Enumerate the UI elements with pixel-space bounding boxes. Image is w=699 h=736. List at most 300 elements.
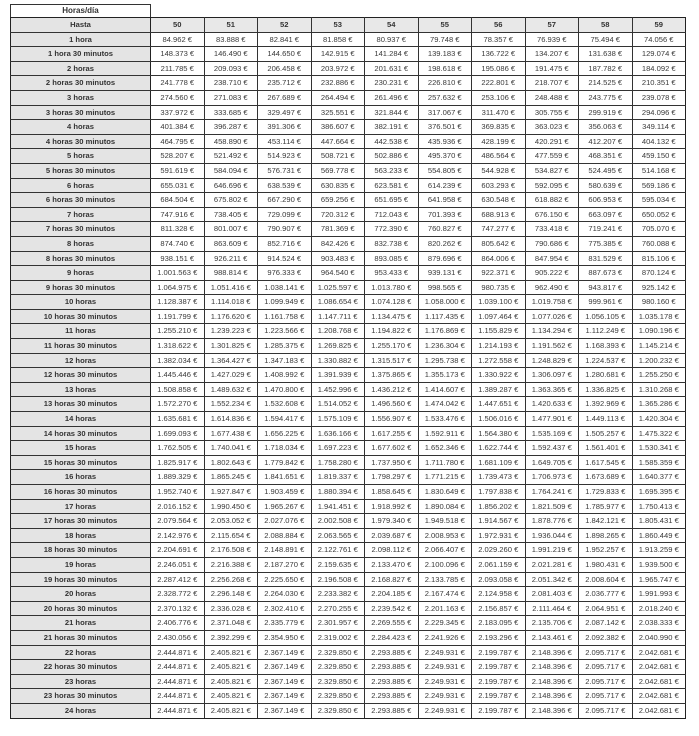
price-cell: 349.114 € [632, 120, 686, 135]
price-cell: 1.965.267 € [258, 499, 312, 514]
price-cell: 78.357 € [472, 32, 526, 47]
price-cell: 274.560 € [151, 90, 205, 105]
price-cell: 2.021.281 € [525, 557, 579, 572]
column-header: 58 [579, 18, 633, 33]
price-cell: 1.336.825 € [579, 382, 633, 397]
table-row [11, 280, 686, 295]
price-cell: 999.961 € [579, 295, 633, 310]
price-cell: 2.293.885 € [365, 645, 419, 660]
price-cell: 1.306.097 € [525, 368, 579, 383]
price-cell: 2.042.681 € [632, 689, 686, 704]
price-cell: 1.223.566 € [258, 324, 312, 339]
price-cell: 2.328.772 € [151, 587, 205, 602]
price-cell: 655.031 € [151, 178, 205, 193]
price-cell: 2.002.508 € [311, 514, 365, 529]
price-cell: 1.214.193 € [472, 339, 526, 354]
price-cell: 1.729.833 € [579, 485, 633, 500]
price-cell: 1.952.257 € [579, 543, 633, 558]
price-cell: 412.207 € [579, 134, 633, 149]
price-cell: 1.375.865 € [365, 368, 419, 383]
price-cell: 1.805.431 € [632, 514, 686, 529]
price-cell: 2.406.776 € [151, 616, 205, 631]
price-cell: 214.525 € [579, 76, 633, 91]
price-cell: 964.540 € [311, 266, 365, 281]
row-label: 13 horas [11, 382, 151, 397]
price-cell: 2.122.761 € [311, 543, 365, 558]
price-cell: 382.191 € [365, 120, 419, 135]
price-cell: 2.371.048 € [204, 616, 258, 631]
price-cell: 1.090.196 € [632, 324, 686, 339]
price-cell: 2.115.654 € [204, 528, 258, 543]
table-row [11, 178, 686, 193]
price-cell: 458.890 € [204, 134, 258, 149]
price-cell: 2.329.850 € [311, 660, 365, 675]
price-cell: 1.592.911 € [418, 426, 472, 441]
price-cell: 1.392.969 € [579, 397, 633, 412]
table-row [11, 32, 686, 47]
price-cell: 2.249.931 € [418, 645, 472, 660]
price-cell: 442.538 € [365, 134, 419, 149]
table-row [11, 470, 686, 485]
price-cell: 1.389.287 € [472, 382, 526, 397]
price-cell: 747.916 € [151, 207, 205, 222]
price-cell: 2.053.052 € [204, 514, 258, 529]
price-cell: 712.043 € [365, 207, 419, 222]
price-cell: 893.085 € [365, 251, 419, 266]
price-cell: 1.194.822 € [365, 324, 419, 339]
price-cell: 1.001.563 € [151, 266, 205, 281]
price-cell: 235.712 € [258, 76, 312, 91]
price-cell: 2.270.255 € [311, 601, 365, 616]
price-cell: 271.083 € [204, 90, 258, 105]
table-row [11, 426, 686, 441]
price-cell: 1.285.375 € [258, 339, 312, 354]
price-cell: 1.797.838 € [472, 485, 526, 500]
price-cell: 2.095.717 € [579, 703, 633, 718]
price-cell: 1.965.747 € [632, 572, 686, 587]
column-header: 52 [258, 18, 312, 33]
price-cell: 1.530.341 € [632, 441, 686, 456]
price-cell: 1.711.780 € [418, 455, 472, 470]
price-cell: 1.168.393 € [579, 339, 633, 354]
row-label: 19 horas 30 minutos [11, 572, 151, 587]
price-cell: 243.775 € [579, 90, 633, 105]
price-cell: 592.095 € [525, 178, 579, 193]
price-cell: 603.293 € [472, 178, 526, 193]
price-cell: 720.312 € [311, 207, 365, 222]
price-cell: 874.740 € [151, 236, 205, 251]
price-cell: 1.058.000 € [418, 295, 472, 310]
price-cell: 1.449.113 € [579, 412, 633, 427]
price-cell: 1.019.758 € [525, 295, 579, 310]
price-cell: 1.572.270 € [151, 397, 205, 412]
price-cell: 1.903.459 € [258, 485, 312, 500]
price-cell: 2.367.149 € [258, 689, 312, 704]
price-cell: 623.581 € [365, 178, 419, 193]
price-cell: 2.354.950 € [258, 630, 312, 645]
price-cell: 321.844 € [365, 105, 419, 120]
price-cell: 486.564 € [472, 149, 526, 164]
price-cell: 2.148.396 € [525, 703, 579, 718]
price-cell: 2.199.787 € [472, 645, 526, 660]
price-cell: 2.329.850 € [311, 645, 365, 660]
table-row [11, 295, 686, 310]
table-row [11, 660, 686, 675]
price-cell: 925.142 € [632, 280, 686, 295]
price-cell: 1.825.917 € [151, 455, 205, 470]
price-cell: 468.351 € [579, 149, 633, 164]
price-cell: 2.027.076 € [258, 514, 312, 529]
price-cell: 1.355.173 € [418, 368, 472, 383]
table-row [11, 105, 686, 120]
price-cell: 544.928 € [472, 163, 526, 178]
price-cell: 1.649.705 € [525, 455, 579, 470]
price-cell: 1.718.034 € [258, 441, 312, 456]
price-cell: 1.236.304 € [418, 339, 472, 354]
price-cell: 864.006 € [472, 251, 526, 266]
price-cell: 2.367.149 € [258, 674, 312, 689]
price-cell: 1.145.214 € [632, 339, 686, 354]
price-cell: 1.420.304 € [632, 412, 686, 427]
row-label: 13 horas 30 minutos [11, 397, 151, 412]
table-row [11, 120, 686, 135]
price-cell: 2.246.051 € [151, 557, 205, 572]
price-cell: 781.369 € [311, 222, 365, 237]
price-cell: 356.063 € [579, 120, 633, 135]
price-cell: 1.074.128 € [365, 295, 419, 310]
price-cell: 459.150 € [632, 149, 686, 164]
price-cell: 576.731 € [258, 163, 312, 178]
price-cell: 1.508.858 € [151, 382, 205, 397]
price-cell: 1.980.431 € [579, 557, 633, 572]
price-cell: 1.830.649 € [418, 485, 472, 500]
price-cell: 1.330.882 € [311, 353, 365, 368]
price-cell: 1.697.223 € [311, 441, 365, 456]
price-cell: 253.106 € [472, 90, 526, 105]
price-cell: 2.095.717 € [579, 689, 633, 704]
price-cell: 1.972.931 € [472, 528, 526, 543]
price-cell: 2.135.706 € [525, 616, 579, 631]
price-cell: 591.619 € [151, 163, 205, 178]
price-cell: 1.097.464 € [472, 309, 526, 324]
price-cell: 1.740.041 € [204, 441, 258, 456]
price-cell: 333.685 € [204, 105, 258, 120]
row-label: 6 horas [11, 178, 151, 193]
price-cell: 847.954 € [525, 251, 579, 266]
price-cell: 1.585.359 € [632, 455, 686, 470]
price-cell: 1.364.427 € [204, 353, 258, 368]
price-cell: 129.074 € [632, 47, 686, 62]
table-row [11, 61, 686, 76]
price-cell: 1.858.645 € [365, 485, 419, 500]
row-label: 9 horas 30 minutos [11, 280, 151, 295]
price-cell: 2.199.787 € [472, 689, 526, 704]
price-cell: 842.426 € [311, 236, 365, 251]
price-cell: 2.187.270 € [258, 557, 312, 572]
price-cell: 2.329.850 € [311, 689, 365, 704]
price-cell: 569.778 € [311, 163, 365, 178]
price-cell: 903.483 € [311, 251, 365, 266]
price-cell: 938.151 € [151, 251, 205, 266]
price-cell: 1.191.562 € [525, 339, 579, 354]
price-cell: 2.204.691 € [151, 543, 205, 558]
price-cell: 1.489.632 € [204, 382, 258, 397]
table-row [11, 339, 686, 354]
price-cell: 701.393 € [418, 207, 472, 222]
price-cell: 926.211 € [204, 251, 258, 266]
column-header: 51 [204, 18, 258, 33]
price-cell: 1.191.799 € [151, 309, 205, 324]
price-cell: 1.176.869 € [418, 324, 472, 339]
table-row [11, 528, 686, 543]
price-cell: 534.827 € [525, 163, 579, 178]
price-cell: 79.748 € [418, 32, 472, 47]
price-cell: 2.249.931 € [418, 703, 472, 718]
price-cell: 2.319.002 € [311, 630, 365, 645]
row-label: 22 horas 30 minutos [11, 660, 151, 675]
row-label: 21 horas 30 minutos [11, 630, 151, 645]
price-cell: 2.225.650 € [258, 572, 312, 587]
price-cell: 563.233 € [365, 163, 419, 178]
price-cell: 1.927.847 € [204, 485, 258, 500]
price-cell: 2.143.461 € [525, 630, 579, 645]
column-header: 54 [365, 18, 419, 33]
row-label: 2 horas 30 minutos [11, 76, 151, 91]
row-label: 8 horas 30 minutos [11, 251, 151, 266]
price-cell: 1.147.711 € [311, 309, 365, 324]
table-row [11, 193, 686, 208]
price-cell: 667.290 € [258, 193, 312, 208]
table-row [11, 251, 686, 266]
price-cell: 447.664 € [311, 134, 365, 149]
price-cell: 905.222 € [525, 266, 579, 281]
price-cell: 1.272.558 € [472, 353, 526, 368]
price-cell: 2.133.785 € [418, 572, 472, 587]
price-cell: 2.183.095 € [472, 616, 526, 631]
price-cell: 1.414.607 € [418, 382, 472, 397]
price-cell: 2.204.185 € [365, 587, 419, 602]
table-row [11, 353, 686, 368]
row-header-label: Hasta [11, 18, 151, 33]
table-row [11, 266, 686, 281]
price-cell: 1.408.992 € [258, 368, 312, 383]
price-cell: 811.328 € [151, 222, 205, 237]
table-row [11, 412, 686, 427]
row-label: 1 hora 30 minutos [11, 47, 151, 62]
price-cell: 198.618 € [418, 61, 472, 76]
price-cell: 428.199 € [472, 134, 526, 149]
price-cell: 2.444.871 € [151, 645, 205, 660]
price-cell: 1.802.643 € [204, 455, 258, 470]
price-cell: 2.148.396 € [525, 674, 579, 689]
price-cell: 879.696 € [418, 251, 472, 266]
price-cell: 2.093.058 € [472, 572, 526, 587]
price-cell: 2.199.787 € [472, 674, 526, 689]
row-label: 5 horas [11, 149, 151, 164]
price-cell: 1.798.297 € [365, 470, 419, 485]
price-cell: 2.133.470 € [365, 557, 419, 572]
price-cell: 760.827 € [418, 222, 472, 237]
price-cell: 144.650 € [258, 47, 312, 62]
price-cell: 2.241.926 € [418, 630, 472, 645]
price-cell: 524.495 € [579, 163, 633, 178]
price-cell: 2.148.891 € [258, 543, 312, 558]
price-cell: 206.458 € [258, 61, 312, 76]
price-cell: 134.207 € [525, 47, 579, 62]
price-cell: 2.087.142 € [579, 616, 633, 631]
price-cell: 1.051.416 € [204, 280, 258, 295]
price-cell: 2.405.821 € [204, 645, 258, 660]
price-cell: 514.923 € [258, 149, 312, 164]
price-cell: 2.444.871 € [151, 703, 205, 718]
price-cell: 980.735 € [472, 280, 526, 295]
price-cell: 267.689 € [258, 90, 312, 105]
price-cell: 1.677.438 € [204, 426, 258, 441]
price-cell: 337.972 € [151, 105, 205, 120]
price-cell: 2.159.635 € [311, 557, 365, 572]
table-row [11, 601, 686, 616]
table-row [11, 557, 686, 572]
price-cell: 1.758.280 € [311, 455, 365, 470]
price-cell: 1.677.602 € [365, 441, 419, 456]
price-cell: 2.081.403 € [525, 587, 579, 602]
price-cell: 1.564.380 € [472, 426, 526, 441]
price-cell: 1.161.758 € [258, 309, 312, 324]
price-cell: 980.160 € [632, 295, 686, 310]
price-cell: 464.795 € [151, 134, 205, 149]
price-cell: 311.470 € [472, 105, 526, 120]
price-cell: 2.095.717 € [579, 660, 633, 675]
row-label: 17 horas [11, 499, 151, 514]
price-cell: 2.066.407 € [418, 543, 472, 558]
price-cell: 2.444.871 € [151, 660, 205, 675]
price-cell: 775.385 € [579, 236, 633, 251]
price-cell: 2.040.990 € [632, 630, 686, 645]
price-cell: 1.614.836 € [204, 412, 258, 427]
price-cell: 1.224.537 € [579, 353, 633, 368]
price-cell: 1.347.183 € [258, 353, 312, 368]
table-row [11, 76, 686, 91]
price-cell: 1.295.738 € [418, 353, 472, 368]
price-cell: 257.632 € [418, 90, 472, 105]
price-cell: 870.124 € [632, 266, 686, 281]
row-label: 20 horas 30 minutos [11, 601, 151, 616]
price-cell: 580.639 € [579, 178, 633, 193]
price-cell: 1.112.249 € [579, 324, 633, 339]
price-cell: 684.504 € [151, 193, 205, 208]
table-row [11, 455, 686, 470]
price-cell: 2.430.056 € [151, 630, 205, 645]
row-label: 18 horas [11, 528, 151, 543]
price-cell: 2.029.260 € [472, 543, 526, 558]
price-cell: 2.201.163 € [418, 601, 472, 616]
price-cell: 2.148.396 € [525, 689, 579, 704]
price-cell: 218.707 € [525, 76, 579, 91]
table-row [11, 499, 686, 514]
price-cell: 719.241 € [579, 222, 633, 237]
price-cell: 2.256.268 € [204, 572, 258, 587]
price-cell: 2.095.717 € [579, 674, 633, 689]
price-cell: 232.886 € [311, 76, 365, 91]
row-label: 7 horas [11, 207, 151, 222]
price-cell: 139.183 € [418, 47, 472, 62]
price-cell: 495.370 € [418, 149, 472, 164]
price-cell: 1.860.449 € [632, 528, 686, 543]
price-cell: 2.367.149 € [258, 645, 312, 660]
price-cell: 1.514.052 € [311, 397, 365, 412]
price-cell: 329.497 € [258, 105, 312, 120]
price-cell: 2.008.953 € [418, 528, 472, 543]
table-body [11, 32, 686, 718]
table-row [11, 309, 686, 324]
price-cell: 187.782 € [579, 61, 633, 76]
price-cell: 1.991.993 € [632, 587, 686, 602]
price-cell: 595.034 € [632, 193, 686, 208]
row-label: 23 horas [11, 674, 151, 689]
price-cell: 2.199.787 € [472, 703, 526, 718]
price-cell: 650.052 € [632, 207, 686, 222]
price-cell: 2.284.423 € [365, 630, 419, 645]
price-cell: 1.673.689 € [579, 470, 633, 485]
price-cell: 1.496.560 € [365, 397, 419, 412]
row-label: 7 horas 30 minutos [11, 222, 151, 237]
table-row [11, 543, 686, 558]
row-label: 10 horas 30 minutos [11, 309, 151, 324]
price-cell: 1.134.475 € [365, 309, 419, 324]
price-cell: 1.039.100 € [472, 295, 526, 310]
price-cell: 230.231 € [365, 76, 419, 91]
price-cell: 1.706.973 € [525, 470, 579, 485]
price-cell: 81.858 € [311, 32, 365, 47]
row-label: 24 horas [11, 703, 151, 718]
price-cell: 1.878.776 € [525, 514, 579, 529]
price-cell: 211.785 € [151, 61, 205, 76]
price-cell: 976.333 € [258, 266, 312, 281]
row-label: 11 horas 30 minutos [11, 339, 151, 354]
price-cell: 2.336.028 € [204, 601, 258, 616]
price-cell: 141.284 € [365, 47, 419, 62]
price-cell: 1.979.340 € [365, 514, 419, 529]
price-cell: 299.919 € [579, 105, 633, 120]
row-label: 20 horas [11, 587, 151, 602]
price-cell: 226.810 € [418, 76, 472, 91]
price-cell: 1.556.907 € [365, 412, 419, 427]
price-cell: 1.941.451 € [311, 499, 365, 514]
row-label: 12 horas 30 minutos [11, 368, 151, 383]
price-cell: 1.936.044 € [525, 528, 579, 543]
price-cell: 435.936 € [418, 134, 472, 149]
price-cell: 2.167.474 € [418, 587, 472, 602]
price-cell: 453.114 € [258, 134, 312, 149]
price-cell: 1.865.245 € [204, 470, 258, 485]
price-cell: 772.390 € [365, 222, 419, 237]
price-cell: 1.939.500 € [632, 557, 686, 572]
price-cell: 146.490 € [204, 47, 258, 62]
price-cell: 2.088.884 € [258, 528, 312, 543]
price-cell: 1.880.394 € [311, 485, 365, 500]
price-cell: 820.262 € [418, 236, 472, 251]
price-cell: 84.962 € [151, 32, 205, 47]
table-row [11, 163, 686, 178]
price-cell: 2.092.382 € [579, 630, 633, 645]
price-cell: 2.042.681 € [632, 674, 686, 689]
price-cell: 2.063.565 € [311, 528, 365, 543]
price-cell: 939.131 € [418, 266, 472, 281]
price-cell: 863.609 € [204, 236, 258, 251]
price-cell: 1.821.509 € [525, 499, 579, 514]
price-cell: 815.106 € [632, 251, 686, 266]
table-row [11, 616, 686, 631]
